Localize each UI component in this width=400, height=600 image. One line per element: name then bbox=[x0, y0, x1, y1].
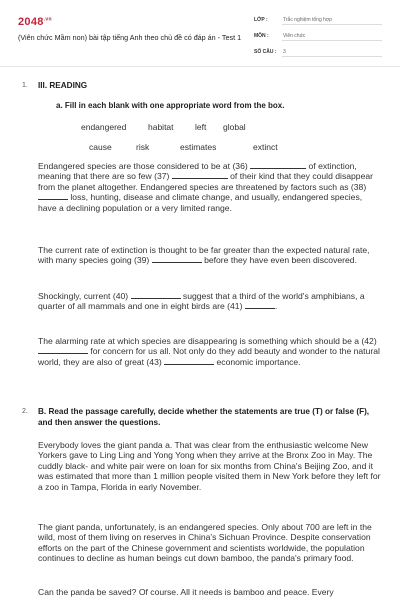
passage-paragraph: Shockingly, current (40) suggest that a third of the world's amphibians, a quarter of all mammals and one in eight birds are (41) . bbox=[38, 291, 365, 312]
word-box-item: habitat bbox=[148, 122, 174, 132]
blank-38[interactable] bbox=[38, 192, 68, 200]
blank-36[interactable] bbox=[250, 161, 306, 169]
question-1-number: 1. bbox=[22, 82, 28, 89]
test-title: (Viên chức Mầm non) bài tập tiếng Anh theo chủ đề có đáp án - Test 1 bbox=[18, 33, 242, 42]
question-2-title: B. Read the passage carefully, decide whether the statements are true (T) or false (F), and then answer the questions. bbox=[38, 407, 370, 427]
word-box-item: endangered bbox=[81, 122, 127, 132]
blank-43[interactable] bbox=[164, 357, 214, 365]
blank-42[interactable] bbox=[38, 346, 88, 354]
passage-paragraph: The alarming rate at which species are disappearing is something which should be a (42) for concern for us all. Not only do they add beauty and wonder to the natural world, they are also of great (43) economic importance. bbox=[38, 336, 380, 367]
passage-paragraph: The current rate of extinction is thought to be far greater than the expected natural rate, with many species going (39) before they have even been discovered. bbox=[38, 245, 370, 266]
word-box-item: risk bbox=[136, 142, 150, 152]
blank-39[interactable] bbox=[152, 255, 202, 263]
header-divider bbox=[0, 66, 400, 67]
word-box-item: cause bbox=[89, 142, 112, 152]
word-box-item: extinct bbox=[253, 142, 278, 152]
question-1-title: III. READING bbox=[38, 81, 88, 90]
question-1-instruction: a. Fill in each blank with one appropriate word from the box. bbox=[56, 101, 285, 110]
passage-paragraph: The giant panda, unfortunately, is an endangered species. Only about 700 are left in the wild, most of them living on reserves in China's Sichuan Province. Despite conservation efforts on the part of the Chinese government and scientists worldwide, the population continues to decline as human beings cut down bamboo, the panda's primary food. bbox=[38, 522, 372, 564]
question-2-number: 2. bbox=[22, 408, 28, 415]
blank-37[interactable] bbox=[172, 171, 228, 179]
word-box-item: global bbox=[223, 122, 246, 132]
blank-40[interactable] bbox=[131, 291, 181, 299]
passage-paragraph: Endangered species are those considered to be at (36) of extinction, meaning that there are so few (37) of their kind that they could disappear from the planet altogether. Endangered species are threatened by factors such as (38) loss, hunting, disease and climate change, and usually, endangered species, have a declining population or a very limited range. bbox=[38, 161, 373, 213]
passage-paragraph: Can the panda be saved? Of course. All it needs is bamboo and peace. Every bbox=[38, 587, 334, 597]
blank-41[interactable] bbox=[245, 301, 275, 309]
passage-paragraph: Everybody loves the giant panda a. That was clear from the enthusiastic welcome New Yorkers gave to Ling Ling and Yong Yong when they arrive at the Bronx Zoo in May. The cuddly black- and white pair were on loan for six months from China's Beijing Zoo, and it was estimated that more than 1 million people visited them in New York before they left for a zoo in Tampa, Florida in early November. bbox=[38, 440, 381, 492]
page-header: $2048^{.vn}$ (Viên chức Mầm non) bài tập tiếng Anh theo chủ đề có đáp án - Test 1 LỚP : Trắc nghiệm tổng hợp MÔN : Viên chức SỐ CÂU : 3 bbox=[0, 0, 400, 66]
word-box-item: estimates bbox=[180, 142, 217, 152]
word-box-item: left bbox=[195, 122, 207, 132]
site-logo[interactable]: $2048^{.vn}$ bbox=[18, 16, 52, 28]
